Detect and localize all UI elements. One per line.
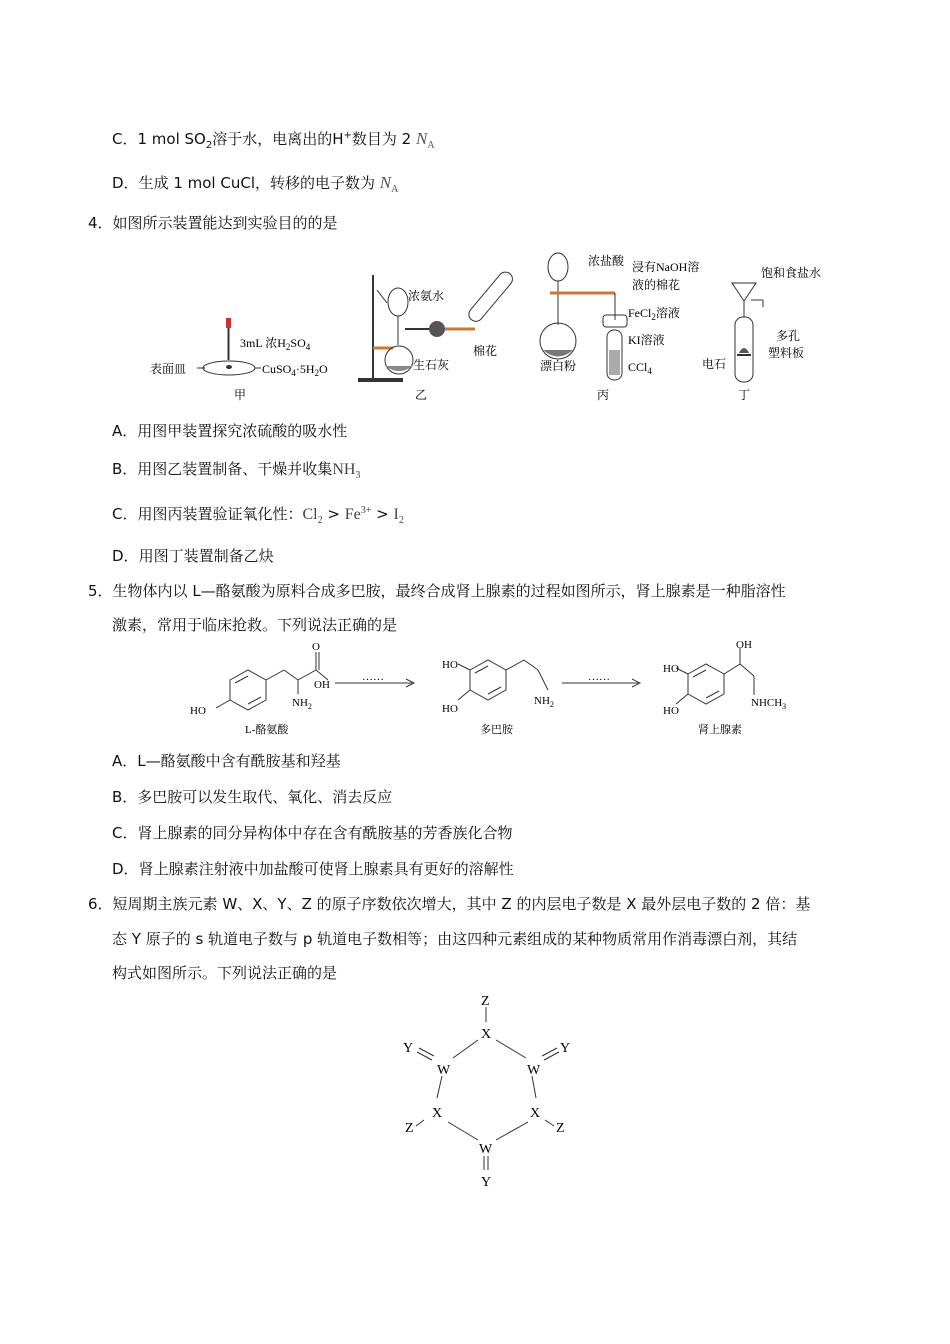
- svg-text:L-酪氨酸: L-酪氨酸: [245, 724, 289, 736]
- q6-stem-line3: 构式如图所示。下列说法正确的是: [112, 964, 338, 982]
- svg-text:NHCH3: $NHCH_3$: [751, 697, 787, 711]
- svg-text:Z: Z: [556, 1121, 565, 1136]
- svg-text:O: O: [312, 641, 320, 653]
- svg-text:W: W: [527, 1063, 541, 1078]
- apparatus-bing: [540, 253, 699, 402]
- apparatus-ding: [702, 265, 821, 402]
- svg-text:CuSO4·5H2O: $CuSO_4\cdot 5H_2O$: [262, 362, 328, 378]
- svg-text:OH: OH: [314, 679, 330, 691]
- drying-tube-icon: [429, 321, 445, 337]
- svg-text:肾上腺素: 肾上腺素: [698, 724, 742, 736]
- svg-text:棉花: 棉花: [473, 344, 498, 358]
- svg-text:浓盐酸: 浓盐酸: [588, 254, 625, 268]
- svg-text:Y: Y: [481, 1175, 492, 1190]
- q4-option-a: A．用图甲装置探究浓硫酸的吸水性: [112, 422, 348, 440]
- svg-text:多巴胺: 多巴胺: [480, 724, 513, 736]
- svg-text:Y: Y: [403, 1041, 414, 1056]
- svg-text:NH2: $NH_2$: [534, 695, 554, 709]
- q6-stem-line2: 态 Y 原子的 s 轨道电子数与 p 轨道电子数相等；由这四种元素组成的某种物质常用作消毒漂白剂，其结: [112, 930, 798, 948]
- q6-stem-line1: 6．短周期主族元素 W、X、Y、Z 的原子序数依次增大，其中 Z 的内层电子数是 X 最外层电子数的 2 倍：基: [88, 895, 811, 913]
- q3-option-d: D．生成 1 mol CuCl，转移的电子数为 $N_A$: [112, 173, 399, 195]
- q4-option-c: C．用图丙装置验证氧化性：$Cl_2 > Fe^{3+} > I_2$: [112, 505, 404, 526]
- svg-text:X: X: [530, 1106, 541, 1121]
- svg-text:塑料板: 塑料板: [768, 346, 805, 360]
- svg-text:HO: HO: [663, 705, 679, 717]
- svg-text:饱和食盐水: 饱和食盐水: [761, 266, 822, 280]
- q5-option-b: B．多巴胺可以发生取代、氧化、消去反应: [112, 788, 393, 806]
- svg-text:电石: 电石: [702, 357, 727, 371]
- q5-stem-line1: 5．生物体内以 L—酪氨酸为原料合成多巴胺，最终合成肾上腺素的过程如图所示，肾上腺素是一种脂溶性: [88, 582, 786, 600]
- svg-text:NH2: $NH_2$: [292, 697, 312, 711]
- svg-text:HO: HO: [442, 703, 458, 715]
- q3-option-c: C．1 mol $SO_2$溶于水，电离出的H+数目为 2 $N_A$: [112, 129, 435, 151]
- svg-text:FeCl2溶液: FeCl$_2$溶液: [628, 306, 680, 322]
- svg-text:3mL 浓H2SO4: 3mL 浓$H_2SO_4$: [240, 336, 311, 352]
- svg-text:……: ……: [588, 671, 610, 683]
- svg-text:液的棉花: 液的棉花: [632, 278, 681, 292]
- q5-option-a: A．L—酪氨酸中含有酰胺基和羟基: [112, 752, 341, 770]
- structure-epinephrine: [676, 648, 754, 704]
- svg-text:多孔: 多孔: [776, 329, 801, 343]
- svg-text:HO: HO: [442, 659, 458, 671]
- svg-text:浓氨水: 浓氨水: [408, 289, 445, 303]
- svg-text:X: X: [481, 1027, 492, 1042]
- q4-apparatus-figure: [145, 245, 865, 410]
- dropper-bulb-icon: [226, 318, 231, 328]
- svg-text:OH: OH: [736, 640, 752, 651]
- svg-text:漂白粉: 漂白粉: [540, 359, 577, 373]
- q5-stem-line2: 激素，常用于临床抢救。下列说法正确的是: [112, 616, 398, 634]
- q4-option-b: B．用图乙装置制备、干燥并收集$NH_3$: [112, 460, 361, 481]
- svg-text:……: ……: [362, 671, 384, 683]
- svg-text:生石灰: 生石灰: [413, 358, 450, 372]
- svg-text:W: W: [479, 1142, 493, 1157]
- svg-text:W: W: [437, 1063, 451, 1078]
- q5-option-c: C．肾上腺素的同分异构体中存在含有酰胺基的芳香族化合物: [112, 824, 513, 842]
- svg-text:Y: Y: [560, 1041, 571, 1056]
- svg-text:CCl4: CCl$_4$: [628, 360, 652, 376]
- svg-text:甲: 甲: [234, 388, 247, 402]
- apparatus-jia: [150, 318, 328, 402]
- svg-text:丁: 丁: [738, 388, 751, 402]
- q4-option-d: D．用图丁装置制备乙炔: [112, 547, 274, 565]
- apparatus-yi: [358, 269, 515, 402]
- svg-text:HO: HO: [663, 663, 679, 675]
- svg-text:KI溶液: KI溶液: [628, 333, 665, 347]
- svg-text:Z: Z: [481, 994, 490, 1009]
- svg-text:乙: 乙: [415, 388, 428, 402]
- q5-synthesis-figure: [180, 640, 800, 745]
- structure-dopamine: [458, 660, 548, 700]
- svg-text:丙: 丙: [597, 388, 610, 402]
- q5-option-d: D．肾上腺素注射液中加盐酸可使肾上腺素具有更好的溶解性: [112, 860, 514, 878]
- svg-text:表面皿: 表面皿: [150, 362, 187, 376]
- q4-stem: 4．如图所示装置能达到实验目的的是: [88, 214, 338, 232]
- svg-text:浸有NaOH溶: 浸有NaOH溶: [632, 260, 700, 274]
- svg-text:HO: HO: [190, 705, 206, 717]
- q6-structure-figure: [390, 990, 590, 1190]
- svg-text:Z: Z: [405, 1121, 414, 1136]
- svg-text:X: X: [432, 1106, 443, 1121]
